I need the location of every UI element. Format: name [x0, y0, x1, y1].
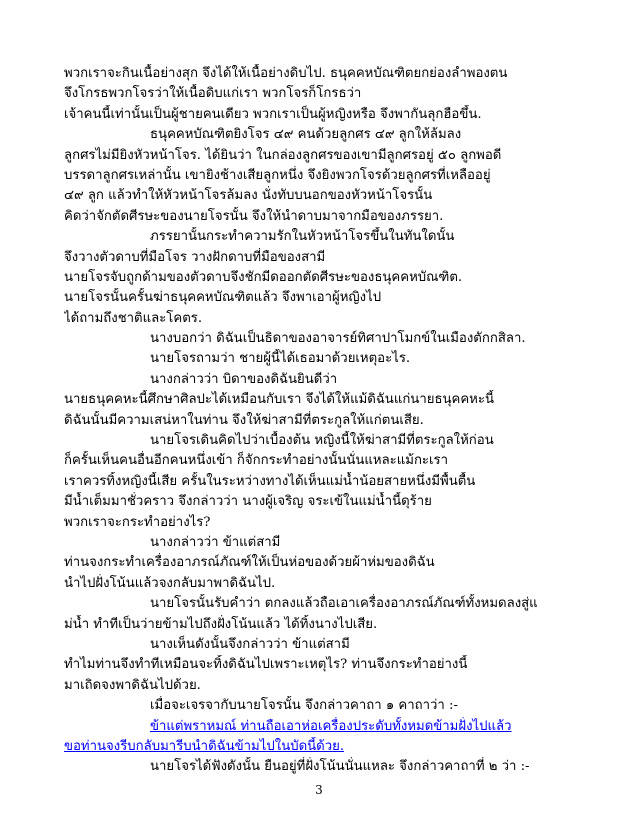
text-line: จึงโกรธพวกโจรว่าให้เนื้อดิบแก่เรา พวกโจรก็โกรธว่า [64, 86, 362, 102]
text-line: เมื่อจะเจรจากับนายโจรนั้น จึงกล่าวคาถา ๑ คาถาว่า :- [150, 698, 458, 714]
text-line: ท่านจงกระทำเครื่องอาภรณ์ภัณฑ์ให้เป็นห่อของด้วยผ้าห่มของดิฉัน [64, 555, 435, 571]
text-line: นายโจรจับถูกด้ามของตัวดาบจึงชักมีดออกตัดศีรษะของธนุคคหบัณฑิต. [64, 269, 463, 285]
text-line: คิดว่าจักตัดศีรษะของนายโจรนั้น จึงให้นำดาบมาจากมือของภรรยา. [64, 208, 444, 224]
text-line: จึงวางตัวดาบที่มือโจร วางฝักดาบที่มือของสามี [64, 249, 326, 265]
text-line: ม่น้ำ ทำทีเป็นว่ายข้ามไปถึงฝั่งโน้นแล้ว ได้ทิ้งนางไปเสีย. [64, 616, 378, 632]
text-line: บรรดาลูกศรเหล่านั้น เขายิงช้างเสียลูกหนึ่ง จึงยิงพวกโจรด้วยลูกศรที่เหลืออยู่ [64, 167, 491, 183]
text-line: มีน้ำเต็มมาชั่วคราว จึงกล่าวว่า นางผู้เจริญ จระเข้ในแม่น้ำนี้ดุร้าย [64, 494, 432, 510]
text-line: นายธนุคคหะนี้ศึกษาศิลปะได้เหมือนกับเรา จึงได้ให้แม้ดิฉันแก่นายธนุคคหะนี้ [64, 392, 494, 408]
text-line: นางกล่าวว่า ข้าแต่สามี [150, 534, 281, 550]
verse-line: ข้าแต่พราหมณ์ ท่านถือเอาห่อเครื่องประดับทั้งหมดข้ามฝั่งไปแล้ว [150, 718, 512, 734]
body-text [64, 64, 584, 778]
text-line: นายโจรนั้นครั้นฆ่าธนุคคหบัณฑิตแล้ว จึงพาเอาผู้หญิงไป [64, 290, 382, 306]
text-line: ก็ครั้นเห็นคนอื่นอีกคนหนึ่งเข้า ก็จักกระทำอย่างนั้นนั่นแหละแม้กะเรา [64, 453, 449, 469]
text-line: นายโจรเดินคิดไปว่าเบื้องต้น หญิงนี้ให้ฆ่าสามีที่ตระกูลให้ก่อน [150, 433, 494, 449]
text-line: นางบอกว่า ดิฉันเป็นธิดาของอาจารย์ทิศาปาโมกข์ในเมืองตักกสิลา. [150, 331, 526, 347]
text-line: ภรรยานั้นกระทำความรักในหัวหน้าโจรขึ้นในทันใดนั้น [150, 229, 455, 245]
text-line: ดิฉันนั้นมีความเสน่หาในท่าน จึงให้ฆ่าสามีที่ตระกูลให้แก่ตนเสีย. [64, 412, 424, 428]
page-number: 3 [315, 783, 323, 797]
verse-line: ขอท่านจงรีบกลับมารีบนำดิฉันข้ามไปในบัดนี้ด้วย. [64, 738, 345, 754]
text-line: พวกเราจะกระทำอย่างไร? [64, 514, 211, 530]
text-line: พวกเราจะกินเนื้อย่างสุก จึงได้ให้เนื้อย่างดิบไป. ธนุคคหบัณฑิตยกย่องลำพองตน [64, 66, 508, 81]
text-line: นายโจรนั้นรับคำว่า ตกลงแล้วถือเอาเครื่องอาภรณ์ภัณฑ์ทั้งหมดลงสู่แ [150, 596, 538, 612]
text-line: ธนุคคหบัณฑิตยิงโจร ๔๙ คนด้วยลูกศร ๔๙ ลูกให้ล้มลง [150, 127, 462, 143]
text-line: นำไปฝั่งโน้นแล้วจงกลับมาพาดิฉันไป. [64, 575, 276, 591]
text-line: นายโจรถามว่า ชายผู้นี้ได้เธอมาด้วยเหตุอะไร. [150, 351, 411, 367]
text-line: ๔๙ ลูก แล้วทำให้หัวหน้าโจรล้มลง นั่งทับบนอกของหัวหน้าโจรนั้น [64, 188, 433, 204]
text-line: ลูกศรไม่มียิงหัวหน้าโจร. ได้ยินว่า ในกล่องลูกศรของเขามีลูกศรอยู่ ๕๐ ลูกพอดี [64, 147, 502, 163]
text-line: มาเถิดจงพาดิฉันไปด้วย. [64, 677, 201, 693]
text-line: เจ้าคนนี้เท่านั้นเป็นผู้ชายคนเดียว พวกเราเป็นผู้หญิงหรือ จึงพากันลุกฮือขึ้น. [64, 106, 482, 122]
text-line: เราควรทิ้งหญิงนี้เสีย ครั้นในระหว่างทางได้เห็นแม่น้ำน้อยสายหนึ่งมีพื้นตื้น [64, 473, 476, 489]
text-line: ทำไมท่านจึงทำทีเหมือนจะทิ้งดิฉันไปเพราะเหตุไร? ท่านจึงกระทำอย่างนี้ [64, 657, 468, 673]
text-line: นางเห็นดังนั้นจึงกล่าวว่า ข้าแต่สามี [150, 636, 350, 652]
text-line: นางกล่าวว่า บิดาของดิฉันยินดีว่า [150, 371, 338, 387]
text-line: นายโจรได้ฟังดังนั้น ยืนอยู่ที่ฝั่งโน้นนั่นแหละ จึงกล่าวคาถาที่ ๒ ว่า :- [150, 759, 530, 775]
text-line: ได้ถามถึงชาติและโคตร. [64, 310, 203, 326]
